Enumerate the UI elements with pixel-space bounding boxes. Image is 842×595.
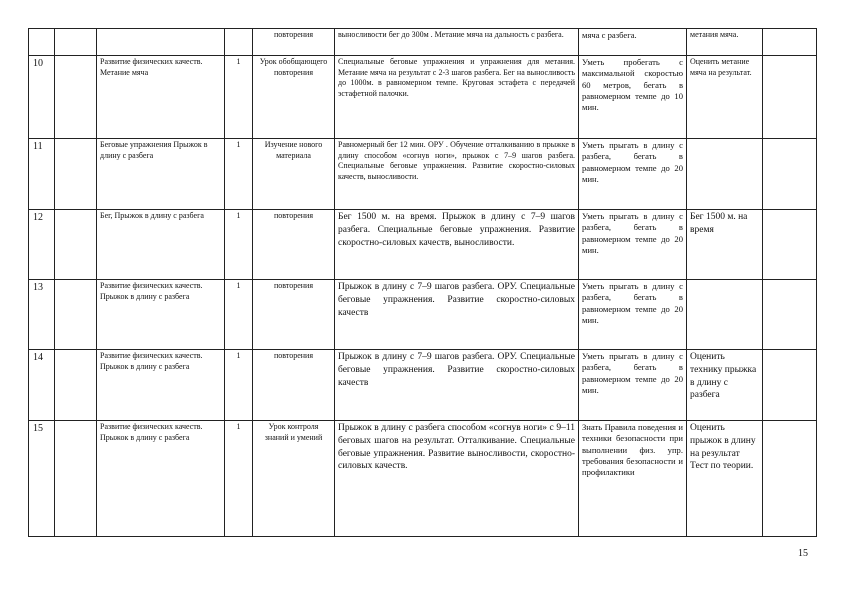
lesson-type: повторения bbox=[253, 350, 335, 421]
table-row bbox=[29, 421, 817, 537]
blank-cell bbox=[763, 280, 817, 350]
blank-cell bbox=[763, 421, 817, 537]
blank-cell bbox=[763, 29, 817, 56]
lesson-number: 10 bbox=[29, 56, 55, 139]
blank-cell bbox=[55, 56, 97, 139]
blank-cell bbox=[55, 139, 97, 210]
lesson-type: Урок обобщающего повторения bbox=[253, 56, 335, 139]
lesson-content: Равномерный бег 12 мин. ОРУ . Обучение отталкиванию в прыжке в длину способом «согнув ноги», прыжок с 7–9 шагов разбега. Специальные беговые упражнения. Развитие скоростно-силовых качеств, выносливости. bbox=[335, 139, 579, 210]
lesson-topic: Бег, Прыжок в длину с разбега bbox=[97, 210, 225, 280]
lesson-content: Прыжок в длину с 7–9 шагов разбега. ОРУ. Специальные беговые упражнения. Развитие скоростно-силовых качеств bbox=[335, 350, 579, 421]
requirements: Уметь прыгать в длину с разбега, бегать в равномерном темпе до 20 мин. bbox=[579, 139, 687, 210]
lesson-type: Урок контроля знаний и умений bbox=[253, 421, 335, 537]
lesson-number: 12 bbox=[29, 210, 55, 280]
lesson-number: 11 bbox=[29, 139, 55, 210]
requirements: мяча с разбега. bbox=[579, 29, 687, 56]
control-type: Бег 1500 м. на время bbox=[687, 210, 763, 280]
lesson-content: Прыжок в длину с разбега способом «согнув ноги» с 9–11 беговых шагов на результат. Отталкивание. Специальные беговые упражнения. Развитие выносливости, скоростно-силовых качеств. bbox=[335, 421, 579, 537]
lesson-topic: Развитие физических качеств. Прыжок в длину с разбега bbox=[97, 280, 225, 350]
table-row bbox=[29, 29, 817, 56]
lesson-type: повторения bbox=[253, 210, 335, 280]
blank-cell bbox=[55, 280, 97, 350]
lesson-hours: 1 bbox=[225, 210, 253, 280]
lesson-hours: 1 bbox=[225, 56, 253, 139]
control-type: Оценить технику прыжка в длину с разбега bbox=[687, 350, 763, 421]
table-row bbox=[29, 280, 817, 350]
lesson-topic: Развитие физических качеств. Метание мяча bbox=[97, 56, 225, 139]
blank-cell bbox=[763, 139, 817, 210]
lesson-hours: 1 bbox=[225, 421, 253, 537]
lesson-number: 15 bbox=[29, 421, 55, 537]
requirements: Уметь прыгать в длину с разбега, бегать в равномерном темпе до 20 мин. bbox=[579, 280, 687, 350]
requirements: Уметь прыгать в длину с разбега, бегать в равномерном темпе до 20 мин. bbox=[579, 350, 687, 421]
table-row bbox=[29, 350, 817, 421]
lesson-type: повторения bbox=[253, 280, 335, 350]
control-type: метания мяча. bbox=[687, 29, 763, 56]
lesson-topic: Развитие физических качеств. Прыжок в длину с разбега bbox=[97, 350, 225, 421]
blank-cell bbox=[55, 350, 97, 421]
lesson-type: повторения bbox=[253, 29, 335, 56]
blank-cell bbox=[763, 350, 817, 421]
control-type bbox=[687, 280, 763, 350]
control-type: Оценить метание мяча на результат. bbox=[687, 56, 763, 139]
lesson-number: 14 bbox=[29, 350, 55, 421]
lesson-hours: 1 bbox=[225, 139, 253, 210]
lesson-topic: Развитие физических качеств. Прыжок в длину с разбега bbox=[97, 421, 225, 537]
table-row bbox=[29, 210, 817, 280]
table-row bbox=[29, 56, 817, 139]
blank-cell bbox=[763, 210, 817, 280]
lesson-type: Изучение нового материала bbox=[253, 139, 335, 210]
lesson-plan-table bbox=[28, 28, 817, 537]
requirements: Уметь пробегать с максимальной скоростью 60 метров, бегать в равномерном темпе до 10 мин. bbox=[579, 56, 687, 139]
lesson-number: 13 bbox=[29, 280, 55, 350]
requirements: Уметь прыгать в длину с разбега, бегать в равномерном темпе до 20 мин. bbox=[579, 210, 687, 280]
lesson-content: Прыжок в длину с 7–9 шагов разбега. ОРУ. Специальные беговые упражнения. Развитие скоростно-силовых качеств bbox=[335, 280, 579, 350]
lesson-hours bbox=[225, 29, 253, 56]
requirements: Знать Правила поведения и техники безопасности при выполнении физ. упр. требования безопасности и профилактики bbox=[579, 421, 687, 537]
control-type: Оценить прыжок в длину на результат Тест по теории. bbox=[687, 421, 763, 537]
lesson-topic bbox=[97, 29, 225, 56]
blank-cell bbox=[55, 210, 97, 280]
lesson-number bbox=[29, 29, 55, 56]
lesson-content: Бег 1500 м. на время. Прыжок в длину с 7–9 шагов разбега. Специальные беговые упражнения. Развитие скоростно-силовых качеств, выносливости. bbox=[335, 210, 579, 280]
lesson-topic: Беговые упражнения Прыжок в длину с разбега bbox=[97, 139, 225, 210]
lesson-content: выносливости бег до 300м . Метание мяча на дальность с разбега. bbox=[335, 29, 579, 56]
blank-cell bbox=[55, 29, 97, 56]
blank-cell bbox=[55, 421, 97, 537]
control-type bbox=[687, 139, 763, 210]
lesson-content: Специальные беговые упражнения и упражнения для метания. Метание мяча на результат с 2-3 шагов разбега. Бег на выносливость до 1000м. в равномерном темпе. Круговая эстафета с передачей эстафетной палочки. bbox=[335, 56, 579, 139]
page-number: 15 bbox=[798, 548, 808, 559]
lesson-hours: 1 bbox=[225, 350, 253, 421]
table-row bbox=[29, 139, 817, 210]
blank-cell bbox=[763, 56, 817, 139]
lesson-hours: 1 bbox=[225, 280, 253, 350]
